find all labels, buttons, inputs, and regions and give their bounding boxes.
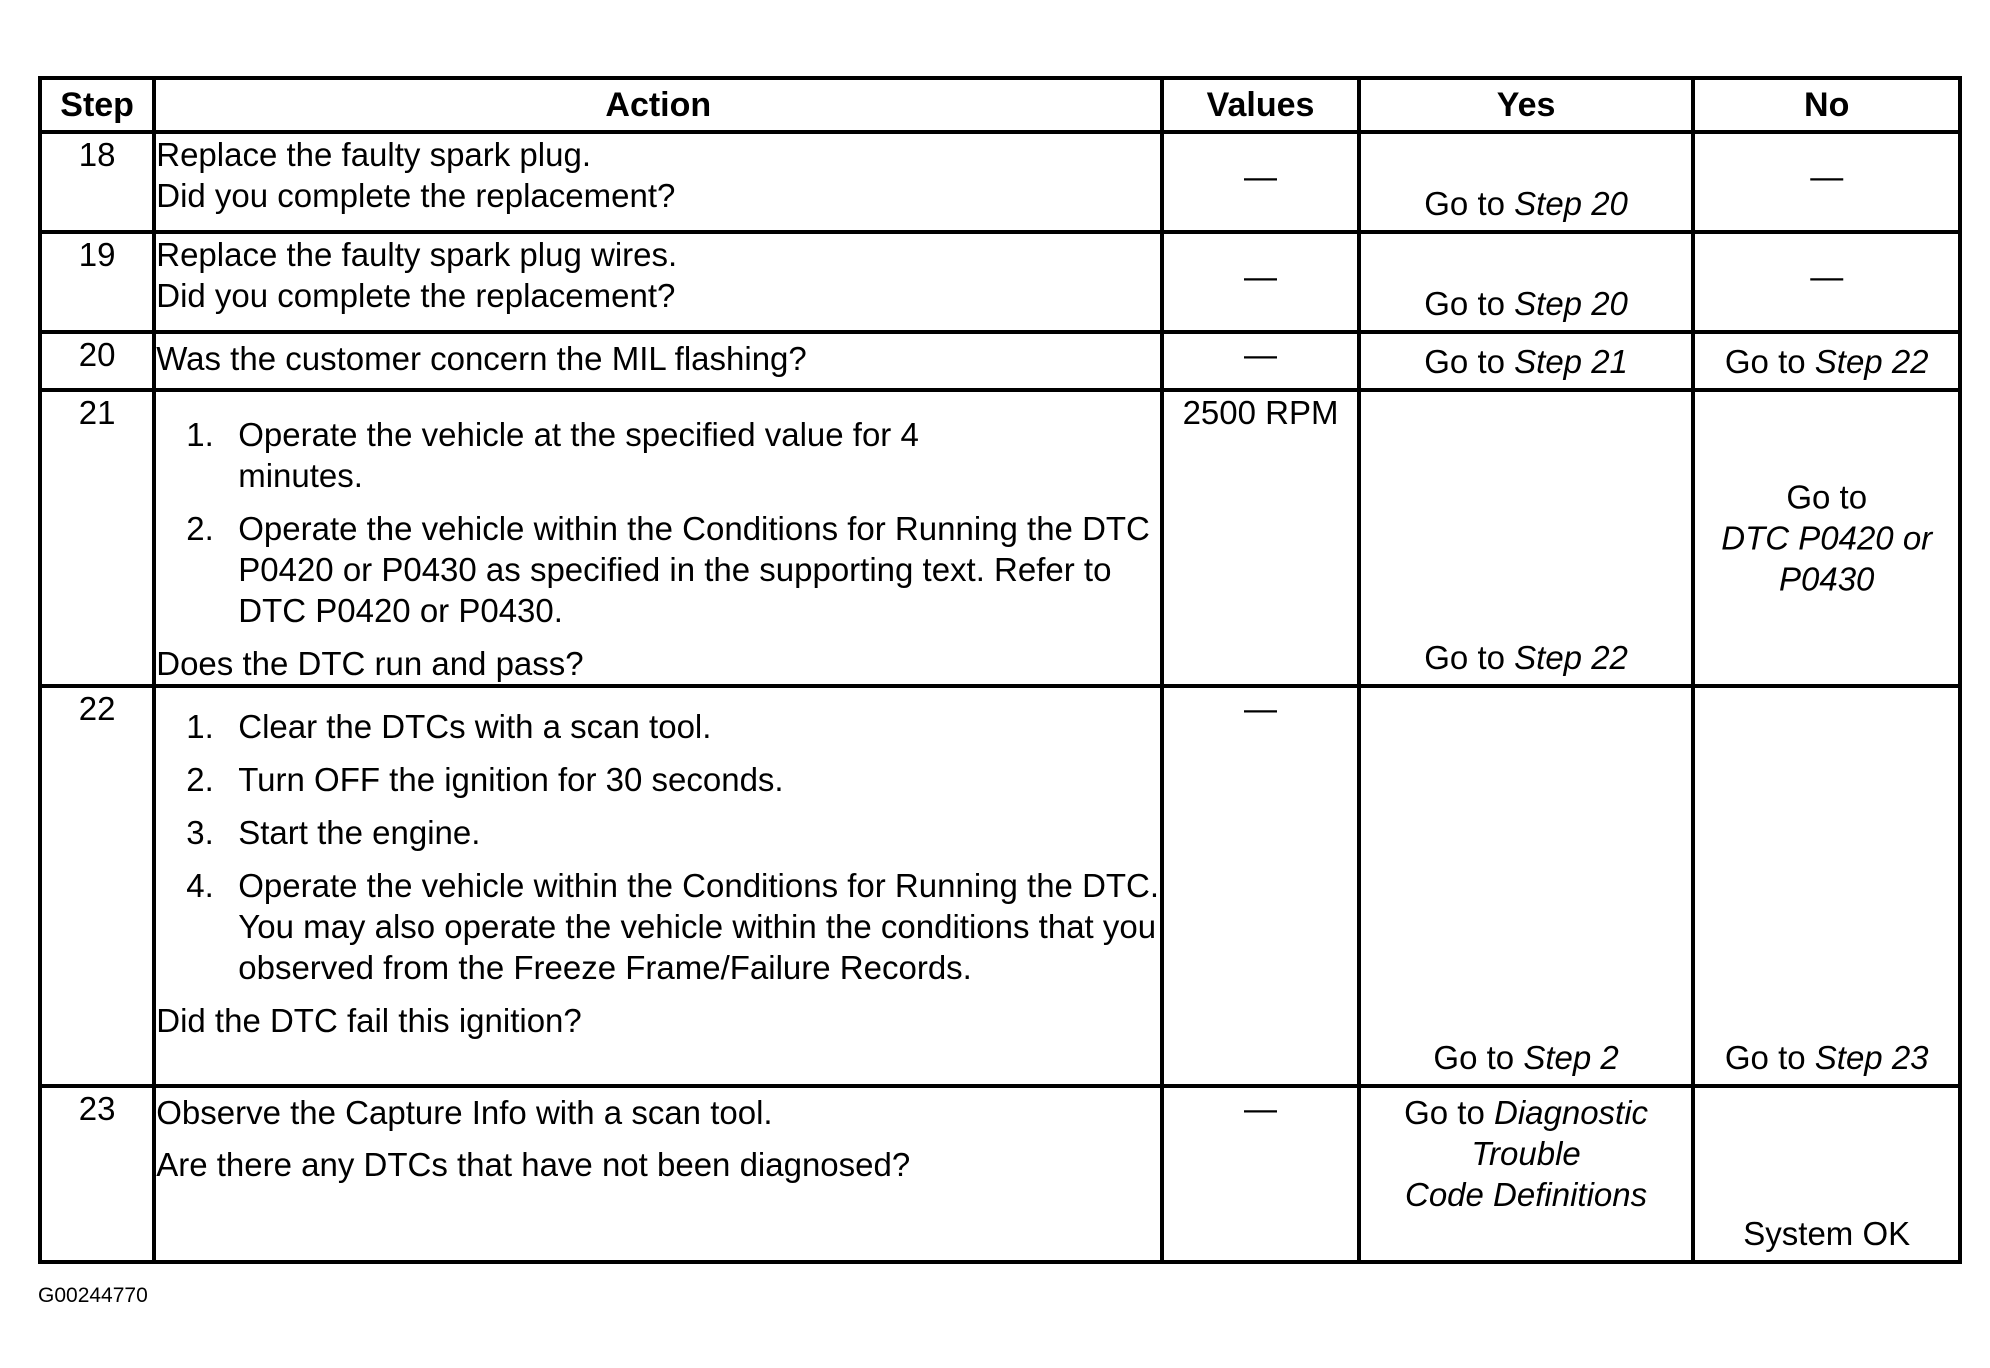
substep-item (156, 508, 1160, 631)
header-yes: Yes (1359, 78, 1694, 132)
action-cell (154, 390, 1162, 686)
no-cell (1693, 1086, 1960, 1262)
substep-number: 3. (186, 814, 214, 851)
yes-prefix: Go to (1424, 185, 1515, 222)
diagnostic-table (38, 76, 1962, 1264)
substep-list (156, 706, 1160, 988)
yes-prefix: Go to (1424, 342, 1515, 380)
no-step-ref: Step 22 (1814, 342, 1929, 380)
table-row-step-18 (40, 132, 1960, 232)
substep-text: Operate the vehicle at the specified value for 4 minutes. (238, 416, 919, 494)
header-action: Action (154, 78, 1162, 132)
substep-number: 1. (186, 416, 214, 453)
yes-cell (1359, 332, 1694, 390)
no-prefix: Go to (1724, 1039, 1815, 1076)
yes-cell (1359, 1086, 1694, 1262)
yes-link[interactable] (1361, 1037, 1692, 1078)
values-cell: — (1162, 1086, 1358, 1262)
yes-ref-line-2: Trouble (1471, 1135, 1581, 1172)
table-row-step-19 (40, 232, 1960, 332)
step-number: 21 (40, 390, 154, 686)
action-question: Does the DTC run and pass? (156, 645, 584, 682)
header-values: Values (1162, 78, 1358, 132)
no-link[interactable] (1695, 477, 1958, 600)
substep-list (156, 414, 1160, 631)
step-number: 19 (40, 232, 154, 332)
action-cell (154, 1086, 1162, 1262)
substep-text: Operate the vehicle within the Conditions for Running the DTC P0420 or P0430 as specified in the supporting text. Refer to DTC P0420 or P0430. (238, 510, 1150, 629)
substep-text: Clear the DTCs with a scan tool. (238, 708, 712, 745)
action-question: Are there any DTCs that have not been diagnosed? (156, 1146, 911, 1183)
diagnostic-table-container (38, 76, 1962, 1264)
header-no: No (1693, 78, 1960, 132)
yes-prefix: Go to (1424, 285, 1515, 322)
yes-step-ref: Step 21 (1514, 342, 1628, 380)
yes-prefix: Go to (1433, 1039, 1524, 1076)
table-row-step-21 (40, 390, 1960, 686)
no-cell (1693, 686, 1960, 1086)
no-step-ref: Step 23 (1814, 1039, 1929, 1076)
action-question: Did you complete the replacement? (156, 177, 676, 214)
no-prefix: Go to (1724, 342, 1815, 380)
no-dtc-ref: DTC P0420 or P0430 (1721, 519, 1933, 598)
yes-link[interactable] (1361, 283, 1692, 324)
action-line: Observe the Capture Info with a scan tool. (156, 1094, 773, 1131)
action-cell (154, 332, 1162, 390)
table-row-step-23 (40, 1086, 1960, 1262)
values-cell (1162, 132, 1358, 232)
yes-cell (1359, 132, 1694, 232)
no-link[interactable] (1725, 343, 1929, 380)
substep-item (156, 706, 1160, 747)
values-cell: — (1162, 332, 1358, 390)
no-dash: — (1810, 158, 1844, 195)
substep-number: 2. (186, 761, 214, 798)
no-cell (1693, 232, 1960, 332)
action-line: Replace the faulty spark plug wires. (156, 236, 678, 273)
action-cell (154, 132, 1162, 232)
no-dash: — (1810, 258, 1844, 295)
table-row-step-20 (40, 332, 1960, 390)
no-result: System OK (1743, 1215, 1911, 1252)
yes-prefix: Go to (1404, 1094, 1494, 1131)
substep-item (156, 812, 1160, 853)
action-question: Was the customer concern the MIL flashing? (156, 340, 807, 377)
yes-step-ref: Step 20 (1514, 285, 1628, 322)
yes-step-ref: Step 22 (1514, 639, 1628, 676)
yes-link[interactable] (1361, 183, 1692, 224)
substep-item (156, 865, 1160, 988)
action-question: Did the DTC fail this ignition? (156, 1002, 582, 1039)
no-cell (1693, 132, 1960, 232)
yes-link[interactable] (1424, 343, 1628, 380)
substep-item (156, 759, 1160, 800)
substep-number: 4. (186, 867, 214, 904)
yes-ref-line-3: Code Definitions (1405, 1176, 1648, 1213)
yes-link[interactable] (1361, 1092, 1692, 1215)
figure-id: G00244770 (38, 1284, 148, 1307)
values-dash: — (1244, 158, 1278, 195)
yes-cell (1359, 232, 1694, 332)
table-row-step-22 (40, 686, 1960, 1086)
yes-step-ref: Step 20 (1514, 185, 1628, 222)
values-cell: — (1162, 686, 1358, 1086)
step-number: 22 (40, 686, 154, 1086)
values-dash: — (1244, 258, 1278, 295)
yes-link[interactable] (1361, 637, 1692, 678)
no-cell (1693, 390, 1960, 686)
substep-text: Start the engine. (238, 814, 481, 851)
yes-cell (1359, 390, 1694, 686)
substep-item (156, 414, 1160, 496)
no-cell (1693, 332, 1960, 390)
no-prefix: Go to (1786, 478, 1868, 516)
yes-cell (1359, 686, 1694, 1086)
substep-text: Turn OFF the ignition for 30 seconds. (238, 761, 784, 798)
substep-text: Operate the vehicle within the Conditions for Running the DTC. You may also operate the vehicle within the conditions that you observed from the Freeze Frame/Failure Records. (238, 867, 1160, 986)
values-cell: 2500 RPM (1162, 390, 1358, 686)
substep-number: 1. (186, 708, 214, 745)
yes-step-ref: Step 2 (1523, 1039, 1619, 1076)
yes-ref-line-1: Diagnostic (1493, 1094, 1649, 1131)
no-link[interactable] (1695, 1037, 1958, 1078)
substep-number: 2. (186, 510, 214, 547)
action-cell (154, 686, 1162, 1086)
action-cell (154, 232, 1162, 332)
step-number: 18 (40, 132, 154, 232)
header-row (40, 78, 1960, 132)
action-line: Replace the faulty spark plug. (156, 136, 591, 173)
values-cell (1162, 232, 1358, 332)
header-step: Step (40, 78, 154, 132)
yes-prefix: Go to (1424, 639, 1515, 676)
action-question: Did you complete the replacement? (156, 277, 676, 314)
step-number: 20 (40, 332, 154, 390)
step-number: 23 (40, 1086, 154, 1262)
